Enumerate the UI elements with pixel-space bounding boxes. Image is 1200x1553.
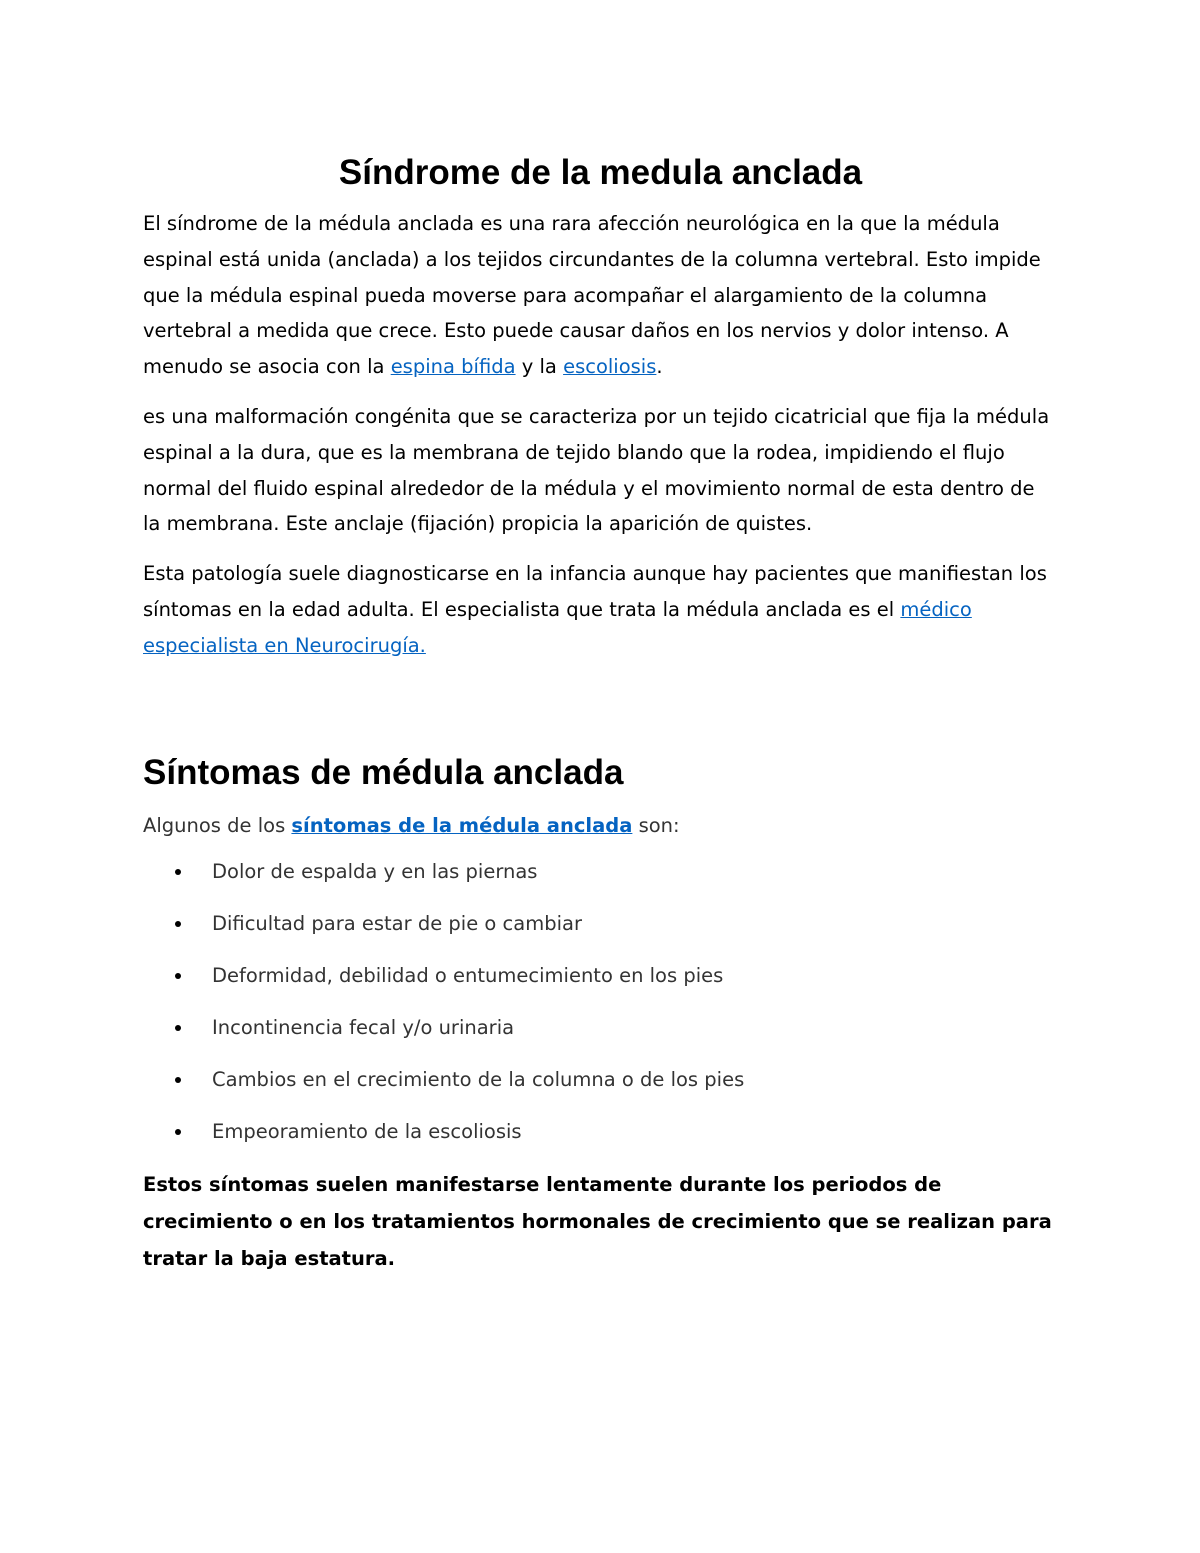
list-item-text: Dolor de espalda y en las piernas xyxy=(212,859,538,883)
bullet-icon xyxy=(175,1077,181,1083)
paragraph-malformation: es una malformación congénita que se caracteriza por un tejido cicatricial que fija la médula espinal a la dura, que es la membrana de tejido blando que la rodea, impidiendo el flujo normal del fluido espinal alrededor de la médula y el movimiento normal de esta dentro de la membrana. Este anclaje (fijación) propicia la aparición de quistes. xyxy=(143,404,1050,536)
bullet-icon xyxy=(175,869,181,875)
list-item-text: Incontinencia fecal y/o urinaria xyxy=(212,1015,515,1039)
paragraph-text-mid: y la xyxy=(515,355,564,379)
document-title: Síndrome de la medula anclada xyxy=(338,153,863,192)
paragraph-text: El síndrome de la médula anclada es una rara afección neurológica en la que la médula espinal está unida (anclada) a los tejidos circundantes de la columna vertebral. Esto impide que la médula espinal pueda moverse para acompañar el alargamiento de la columna vertebral a medida que crece. Esto puede causar daños en los nervios y dolor intenso. A menudo se asocia con la xyxy=(143,212,1041,379)
link-espina-bifida[interactable]: espina bífida xyxy=(390,355,516,379)
link-sintomas[interactable]: síntomas de la médula anclada xyxy=(291,813,633,837)
bullet-icon xyxy=(175,1129,181,1135)
list-item xyxy=(143,1062,1058,1098)
list-item-text: Cambios en el crecimiento de la columna o de los pies xyxy=(212,1067,745,1091)
list-item xyxy=(143,906,1058,942)
link-neurocirugia[interactable]: médico especialista en Neurocirugía. xyxy=(143,597,972,657)
list-item-text: Deformidad, debilidad o entumecimiento en los pies xyxy=(212,963,724,987)
list-item xyxy=(143,1114,1058,1150)
intro-text-before: Algunos de los xyxy=(143,813,292,837)
symptoms-list xyxy=(143,854,1058,1150)
intro-text-after: son: xyxy=(632,813,680,837)
list-item-text: Empeoramiento de la escoliosis xyxy=(212,1119,522,1143)
bullet-icon xyxy=(175,921,181,927)
document-content xyxy=(143,150,1058,1277)
paragraph-text-end: . xyxy=(656,355,663,379)
list-item xyxy=(143,958,1058,994)
list-item-text: Dificultad para estar de pie o cambiar xyxy=(212,911,582,935)
closing-paragraph: Estos síntomas suelen manifestarse lentamente durante los periodos de crecimiento o en los tratamientos hormonales de crecimiento que se realizan para tratar la baja estatura. xyxy=(143,1172,1052,1270)
paragraph-diagnosis xyxy=(143,556,1058,663)
paragraph-text: Esta patología suele diagnosticarse en la infancia aunque hay pacientes que manifiestan los síntomas en la edad adulta. El especialista que trata la médula anclada es el xyxy=(143,562,1047,621)
bullet-icon xyxy=(175,1025,181,1031)
symptoms-intro xyxy=(143,808,1058,844)
link-escoliosis[interactable]: escoliosis xyxy=(563,355,657,379)
bullet-icon xyxy=(175,973,181,979)
paragraph-definition xyxy=(143,206,1058,385)
section-heading-symptoms: Síntomas de médula anclada xyxy=(143,752,624,792)
list-item xyxy=(143,1010,1058,1046)
list-item xyxy=(143,854,1058,890)
